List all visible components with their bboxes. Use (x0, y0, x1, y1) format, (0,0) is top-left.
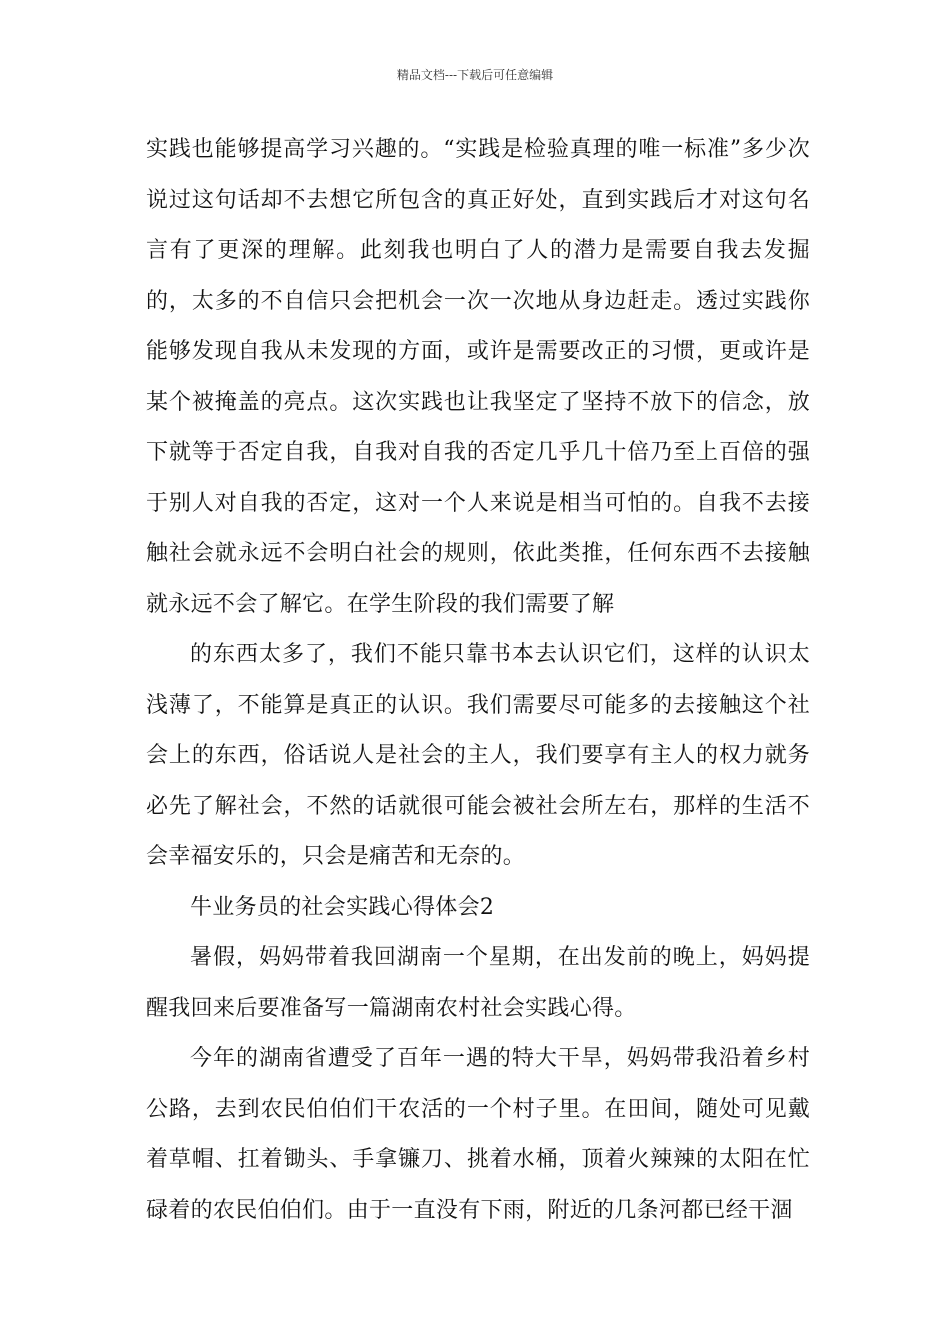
document-body (146, 125, 810, 1236)
page-header: 精品文档---下载后可任意编辑 (396, 68, 554, 82)
paragraph-1: 实践也能够提高学习兴趣的。“实践是检验真理的唯一标准”多少次说过这句话却不去想它所包含的真正好处，直到实践后才对这句名言有了更深的理解。此刻我也明白了人的潜力是需要自我去发掘的，太多的不自信只会把机会一次一次地从身边赶走。透过实践你能够发现自我从未发现的方面，或许是需要改正的习惯，更或许是某个被掩盖的亮点。这次实践也让我坚定了坚持不放下的信念，放下就等于否定自我，自我对自我的否定几乎几十倍乃至上百倍的强于别人对自我的否定，这对一个人来说是相当可怕的。自我不去接触社会就永远不会明白社会的规则，依此类推，任何东西不去接触就永远不会了解它。在学生阶段的我们需要了解 (146, 137, 810, 617)
section-title: 牛业务员的社会实践心得体会2 (190, 894, 495, 920)
paragraph-4: 今年的湖南省遭受了百年一遇的特大干旱，妈妈带我沿着乡村公路，去到农民伯伯们干农活的一个村子里。在田间，随处可见戴着草帽、扛着锄头、手拿镰刀、挑着水桶，顶着火辣辣的太阳在忙碌着的农民伯伯们。由于一直没有下雨，附近的几条河都已经干涸 (146, 1046, 810, 1223)
paragraph-2: 的东西太多了，我们不能只靠书本去认识它们，这样的认识太浅薄了，不能算是真正的认识。我们需要尽可能多的去接触这个社会上的东西，俗话说人是社会的主人，我们要享有主人的权力就务必先了解社会，不然的话就很可能会被社会所左右，那样的生活不会幸福安乐的，只会是痛苦和无奈的。 (146, 642, 810, 869)
paragraph-3: 暑假，妈妈带着我回湖南一个星期，在出发前的晚上，妈妈提醒我回来后要准备写一篇湖南农村社会实践心得。 (146, 945, 810, 1021)
